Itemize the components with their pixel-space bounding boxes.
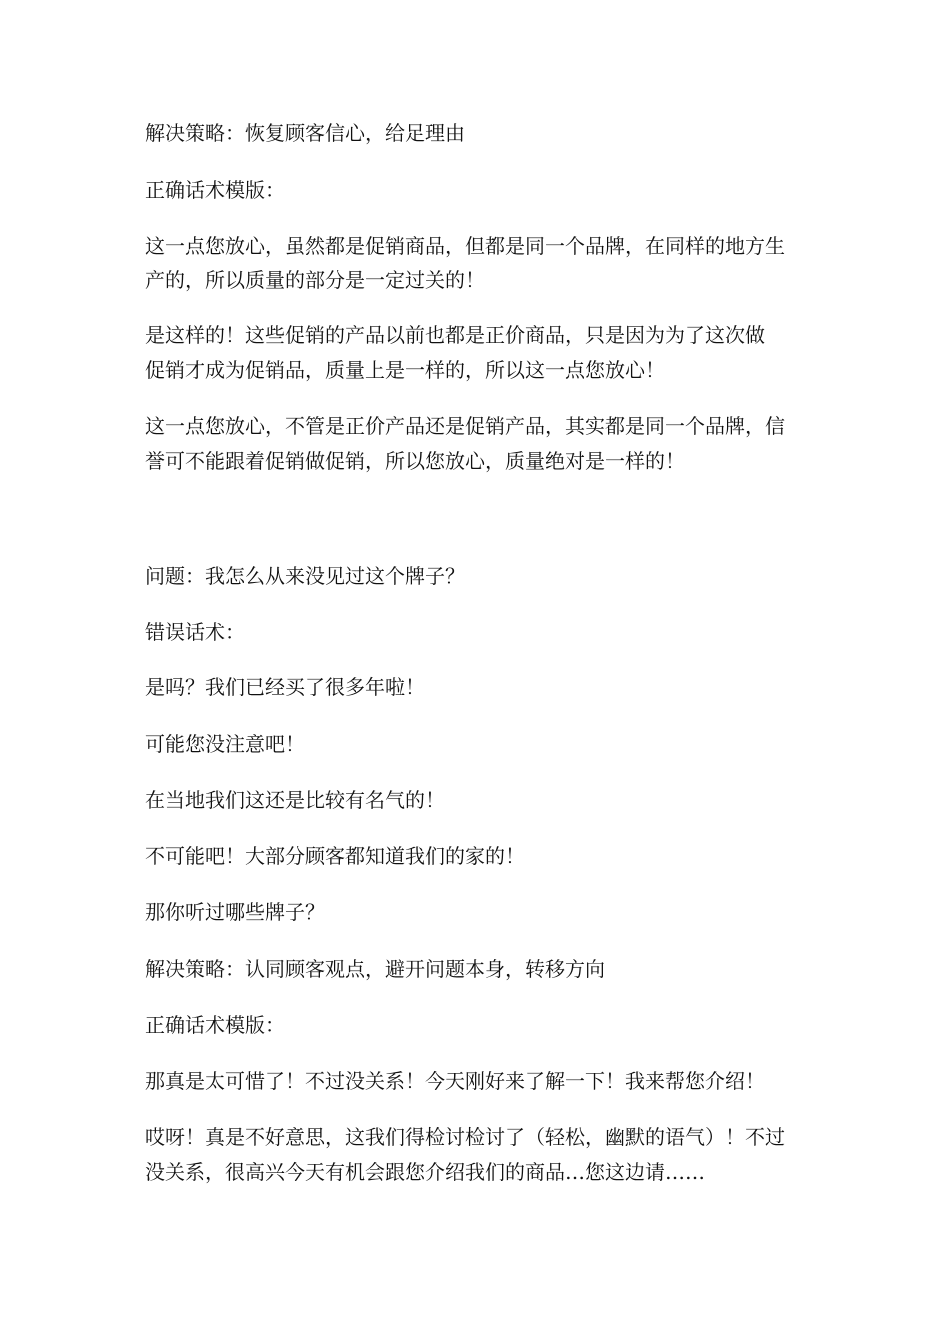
text-line: 誉可不能跟着促销做促销，所以您放心，质量绝对是一样的！	[145, 449, 685, 473]
text-line: 解决策略：恢复顾客信心，给足理由	[145, 121, 465, 145]
text-line: 促销才成为促销品，质量上是一样的，所以这一点您放心！	[145, 358, 665, 382]
text-line: 错误话术：	[145, 620, 245, 644]
text-line: 在当地我们这还是比较有名气的！	[145, 788, 445, 812]
text-line: 那你听过哪些牌子？	[145, 900, 325, 924]
text-line: 产的，所以质量的部分是一定过关的！	[145, 268, 485, 292]
text-line: 不可能吧！大部分顾客都知道我们的家的！	[145, 844, 525, 868]
text-line: 是吗？我们已经买了很多年啦！	[145, 675, 425, 699]
text-line: 是这样的！这些促销的产品以前也都是正价商品，只是因为为了这次做	[145, 323, 765, 347]
text-line: 问题：我怎么从来没见过这个牌子？	[145, 564, 465, 588]
text-line: 正确话术模版：	[145, 178, 285, 202]
text-line: 解决策略：认同顾客观点，避开问题本身，转移方向	[145, 957, 605, 981]
text-line: 可能您没注意吧！	[145, 732, 305, 756]
text-line: 那真是太可惜了！不过没关系！今天刚好来了解一下！我来帮您介绍！	[145, 1069, 765, 1093]
text-line: 哎呀！真是不好意思，这我们得检讨检讨了（轻松，幽默的语气）！不过	[145, 1125, 785, 1149]
text-line: 没关系，很高兴今天有机会跟您介绍我们的商品…您这边请……	[145, 1160, 705, 1184]
text-line: 这一点您放心，虽然都是促销商品，但都是同一个品牌，在同样的地方生	[145, 234, 785, 258]
text-line: 这一点您放心，不管是正价产品还是促销产品，其实都是同一个品牌，信	[145, 414, 785, 438]
text-line: 正确话术模版：	[145, 1013, 285, 1037]
